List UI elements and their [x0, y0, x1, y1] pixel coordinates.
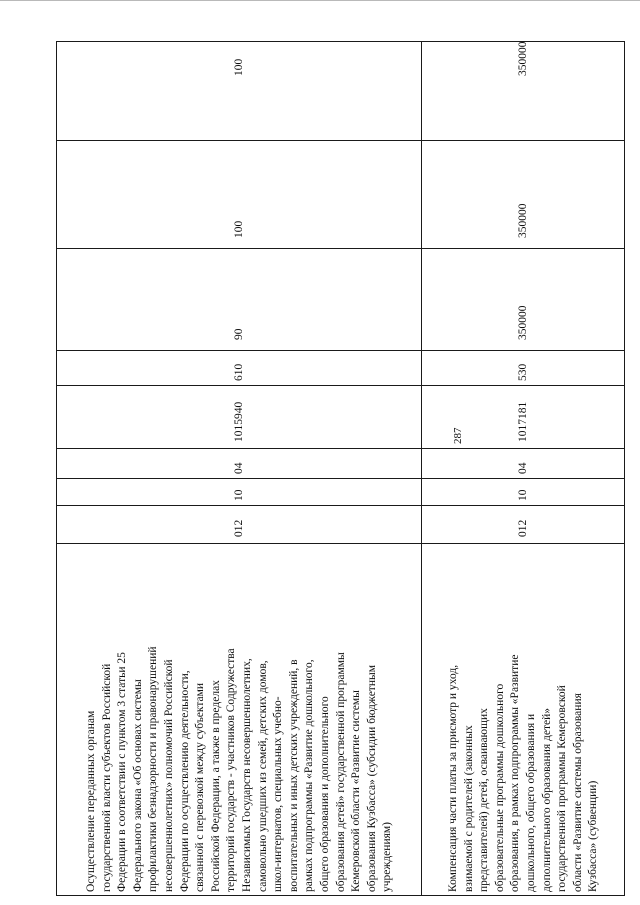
row-2-amount-3-cell	[422, 42, 625, 141]
section-code: 10	[517, 489, 529, 501]
row-1-amount-2-cell	[57, 141, 422, 249]
row-2-ministry-cell	[422, 506, 625, 544]
row-2-name-line: Компенсация части платы за присмотр и уход,	[447, 664, 460, 892]
row-2-subsection-cell	[422, 449, 625, 479]
subsection-code: 04	[517, 462, 529, 474]
row-1-name-line: государственной власти субъектов Российской	[100, 663, 113, 892]
table-row	[422, 42, 625, 896]
row-2-section-cell	[422, 479, 625, 506]
amount-value: 350000	[517, 41, 529, 76]
row-1-name-line: территорий государств - участников Содружества	[225, 648, 238, 892]
row-1-name-line: Российской Федерации, а также в пределах	[209, 680, 222, 892]
target-article-code: 1015940	[233, 401, 245, 442]
row-1-name-line: образования Кузбасса» (субсидии бюджетным	[365, 665, 378, 892]
ministry-code: 012	[517, 519, 529, 537]
rotated-table-container	[56, 42, 624, 896]
row-1-name-cell	[57, 544, 422, 896]
expense-type-code: 530	[517, 363, 529, 381]
row-2-target-article-cell	[422, 386, 625, 449]
row-1-name-line: самовольно ушедших из семей, детских домов,	[256, 660, 269, 892]
row-1-name-line: профилактики безнадзорности и правонарушений	[147, 646, 160, 892]
amount-value: 100	[233, 58, 245, 76]
row-1-amount-1-cell	[57, 249, 422, 351]
target-article-code: 1017181	[517, 401, 529, 442]
amount-value: 350000	[517, 203, 529, 238]
row-2-name-line: представителей) детей, осваивающих	[478, 708, 491, 892]
row-1-name-line: учреждениям)	[381, 822, 394, 892]
row-2-name-line: Кузбасса» (субвенции)	[587, 780, 600, 892]
row-1-name-line: Независимых Государств несовершеннолетних,	[241, 658, 253, 892]
row-1-name-line: Федерального закона «Об основах системы	[131, 679, 144, 892]
row-1-target-article-cell	[57, 386, 422, 449]
row-2-name-line: взимаемой с родителей (законных	[462, 725, 475, 892]
row-1-name-line: общего образования и дополнительного	[318, 696, 331, 892]
row-1-name-line: связанной с перевозкой между субъектами	[194, 682, 207, 892]
row-2-name-line: области «Развитие системы образования	[571, 693, 584, 892]
amount-value: 350000	[517, 305, 529, 340]
page-number: 287	[452, 427, 464, 444]
row-1-name-line: Кемеровской области «Развитие системы	[350, 690, 363, 892]
row-2-name-line: дополнительного образования детей»	[540, 708, 553, 892]
section-code: 10	[233, 489, 245, 501]
row-2-name-line: образования, в рамках подпрограммы «Развитие	[509, 654, 522, 892]
row-2-name-line: дошкольного, общего образования и	[525, 713, 537, 892]
row-1-expense-type-cell	[57, 351, 422, 386]
row-1-section-cell	[57, 479, 422, 506]
row-1-name-line: школ-интернатов, специальных учебно-	[272, 696, 285, 892]
row-1-name-line: Федерации по осуществлению деятельности,	[178, 670, 191, 892]
amount-value: 100	[233, 220, 245, 238]
row-1-name-line: образования детей» государственной программы	[334, 652, 347, 892]
subsection-code: 04	[233, 462, 245, 474]
row-2-name-line: образовательные программы дошкольного	[493, 683, 506, 892]
ministry-code: 012	[233, 519, 245, 537]
row-1-name-line: рамках подпрограммы «Развитие дошкольного,	[303, 659, 316, 892]
row-1-name-line: Осуществление переданных органам	[85, 710, 98, 892]
expense-type-code: 610	[233, 363, 245, 381]
table-row	[57, 42, 422, 896]
budget-table	[56, 41, 625, 896]
row-2-name-line: государственной программы Кемеровской	[556, 685, 569, 892]
row-1-subsection-cell	[57, 449, 422, 479]
row-1-name-line: воспитательных и иных детских учреждений, в	[287, 659, 300, 892]
row-2-expense-type-cell	[422, 351, 625, 386]
row-1-name-line: Федерации в соответствии с пунктом 3 статьи 25	[116, 652, 129, 892]
row-2-name-cell	[422, 544, 625, 896]
row-1-name-line: несовершеннолетних» полномочий Российской	[163, 659, 176, 892]
row-1-ministry-cell	[57, 506, 422, 544]
scan-top-edge	[0, 0, 640, 1]
row-2-amount-2-cell	[422, 141, 625, 249]
amount-value: 90	[233, 328, 245, 340]
row-1-amount-3-cell	[57, 42, 422, 141]
row-2-amount-1-cell	[422, 249, 625, 351]
